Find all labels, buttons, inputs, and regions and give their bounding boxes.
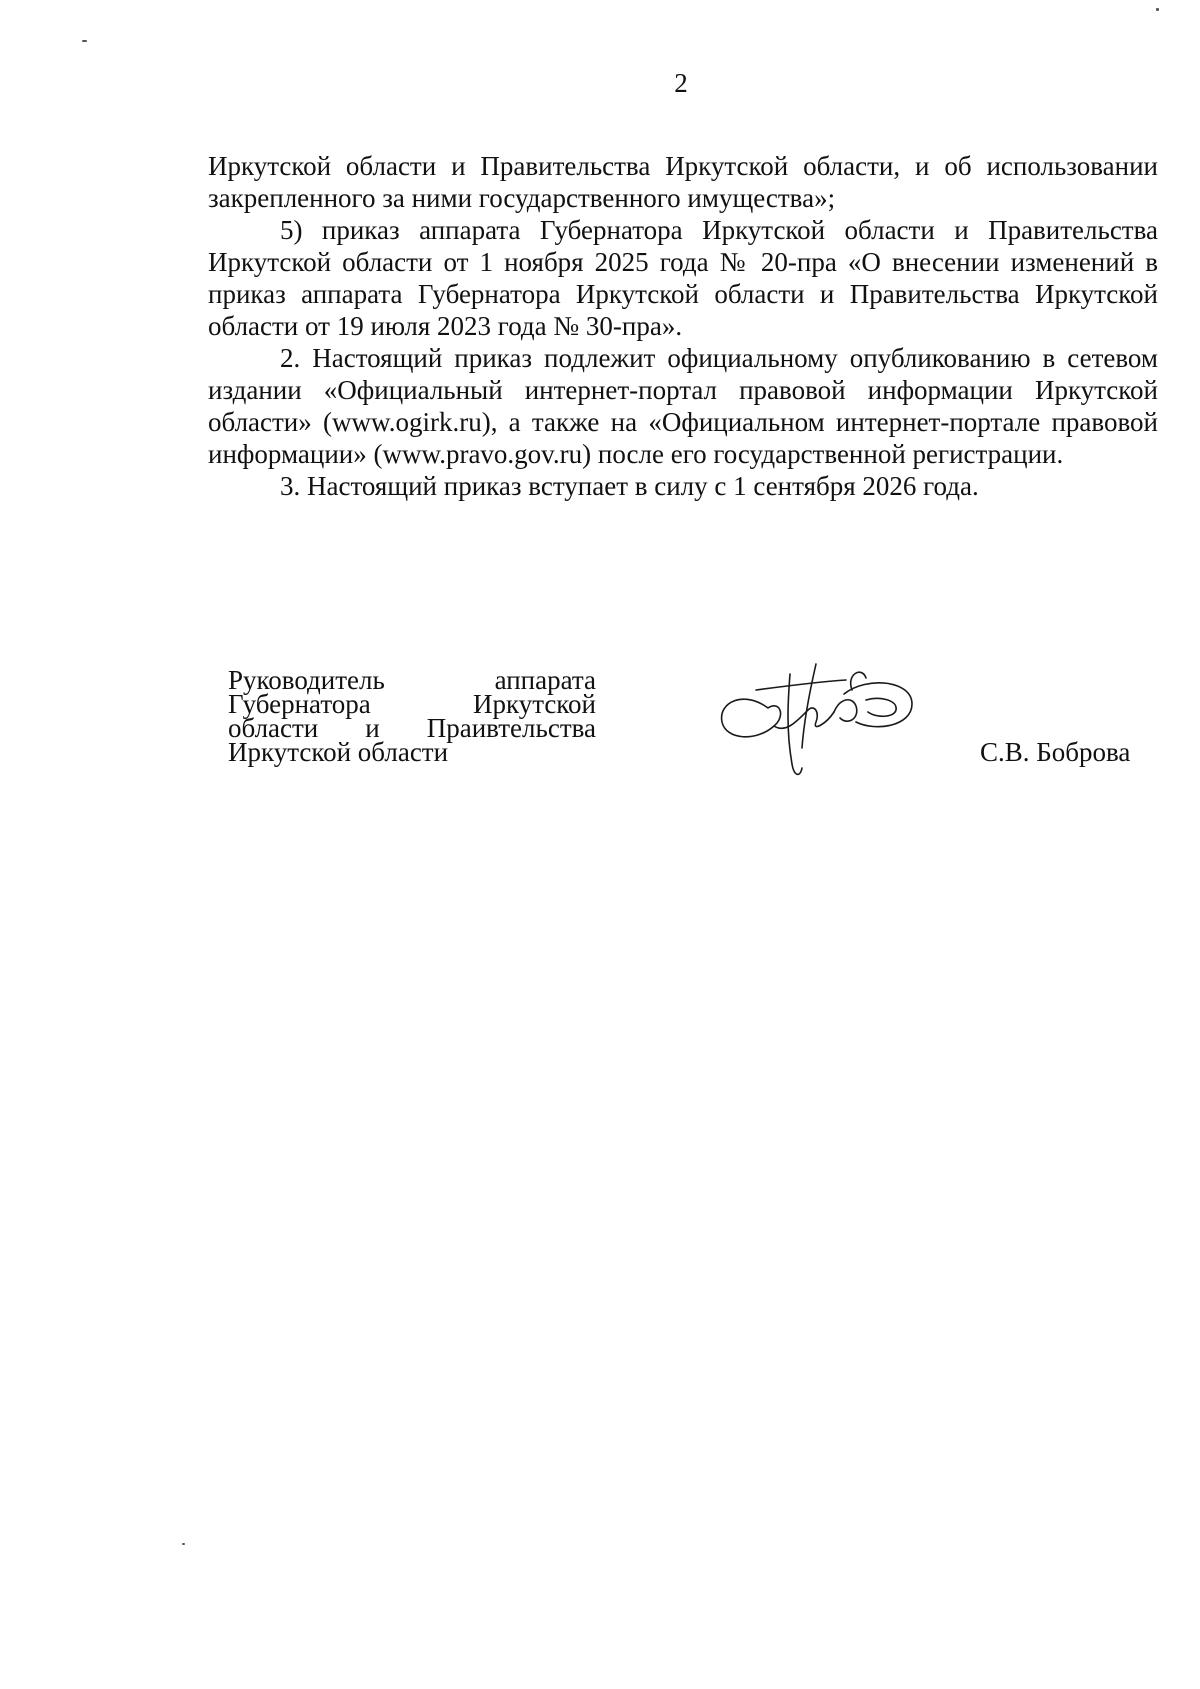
- signer-title: [228, 665, 596, 767]
- scan-speck: [182, 1543, 185, 1545]
- scan-speck: [82, 40, 87, 42]
- paragraph-effective-date-clause: 3. Настоящий приказ вступает в силу с 1 сентября 2026 года.: [280, 471, 979, 501]
- paragraph-publication-clause: 2. Настоящий приказ подлежит официальному опубликованию в сетевом издании «Официальный интернет-портал правовой информации Иркутской области» (www.ogirk.ru), а также на «Официальном интернет-портале правовой информации» (www.pravo.gov.ru) после его государственной регистрации.: [208, 343, 1158, 469]
- signer-title-line: Руководитель аппарата: [228, 665, 596, 695]
- signer-title-line: Губернатора Иркутской: [228, 689, 596, 719]
- paragraph-continuation: Иркутской области и Правительства Иркутской области, и об использовании закрепленного за ними государственного имущества»;: [208, 151, 1158, 213]
- document-body: [208, 150, 1158, 502]
- signer-name: С.В. Боброва: [980, 737, 1131, 767]
- paragraph-item-5: 5) приказ аппарата Губернатора Иркутской области и Правительства Иркутской области от 1 ноября 2025 года № 20-пра «О внесении изменений в приказ аппарата Губернатора Иркутской области и Правительства Иркутской области от 19 июля 2023 года № 30-пра».: [208, 215, 1158, 341]
- scan-speck: [1156, 8, 1159, 11]
- page-number: 2: [674, 68, 688, 98]
- handwritten-signature: [716, 660, 916, 785]
- signer-title-line: области и Праивтельства: [228, 713, 596, 743]
- signer-title-line: Иркутской области: [228, 737, 449, 767]
